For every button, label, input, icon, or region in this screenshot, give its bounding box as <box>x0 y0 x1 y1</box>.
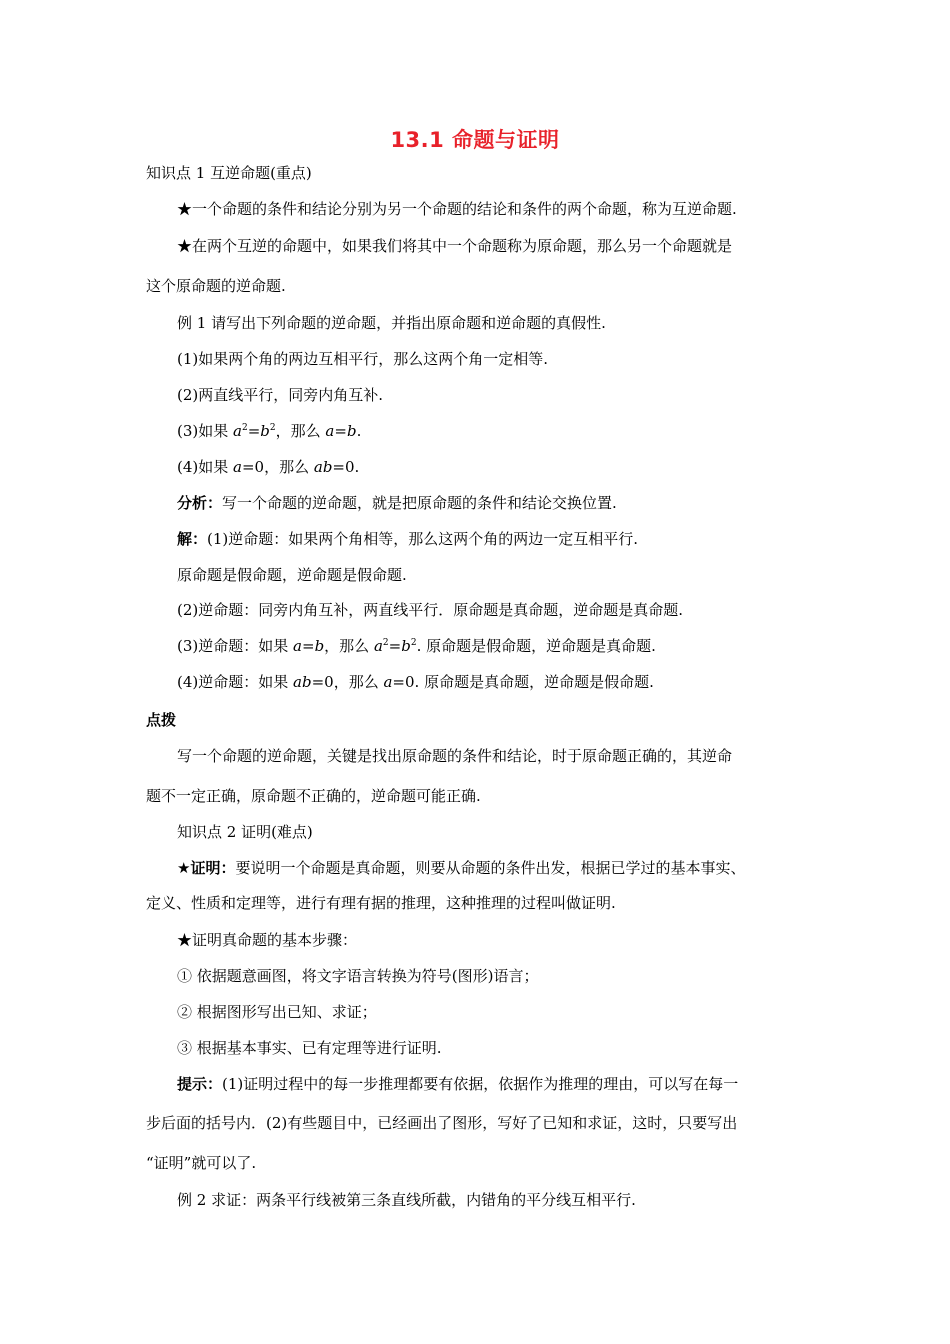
solution-item-2: (2)逆命题：同旁内角互补，两直线平行．原命题是真命题，逆命题是真命题. <box>177 601 684 619</box>
proof-definition-line-2: 定义、性质和定理等，进行有理有据的推理，这种推理的过程叫做证明. <box>146 894 616 912</box>
hint-line-1: 提示：(1)证明过程中的每一步推理都要有依据，依据作为推理的理由，可以写在每一 <box>177 1075 739 1093</box>
example-1-question: 例 1 请写出下列命题的逆命题，并指出原命题和逆命题的真假性. <box>177 314 606 332</box>
analysis: 分析：写一个命题的逆命题，就是把原命题的条件和结论交换位置. <box>177 494 617 512</box>
proof-step-2: ② 根据图形写出已知、求证； <box>177 1003 377 1021</box>
example-1-item-3: (3)如果 $a^2=b^2$，那么 a=b. <box>177 422 362 440</box>
proof-step-3: ③ 根据基本事实、已有定理等进行证明. <box>177 1039 442 1057</box>
page-title: 13.1 命题与证明 <box>390 128 560 152</box>
example-2-question: 例 2 求证：两条平行线被第三条直线所截，内错角的平分线互相平行. <box>177 1191 636 1209</box>
example-1-item-4: (4)如果 a=0，那么 ab=0. <box>177 458 360 476</box>
knowledge-point-1-heading: 知识点 1 互逆命题(重点) <box>146 164 312 182</box>
knowledge-point-2-heading: 知识点 2 证明(难点) <box>177 823 313 841</box>
tip-heading: 点拨 <box>146 711 177 729</box>
definition-original-line-1: ★在两个互逆的命题中，如果我们将其中一个命题称为原命题，那么另一个命题就是 <box>177 237 733 255</box>
proof-steps-heading: ★证明真命题的基本步骤： <box>177 931 358 949</box>
proof-step-1: ① 依据题意画图，将文字语言转换为符号(图形)语言； <box>177 967 539 985</box>
tip-line-2: 题不一定正确，原命题不正确的，逆命题可能正确. <box>146 787 481 805</box>
solution-item-4: (4)逆命题：如果 ab=0，那么 a=0. 原命题是真命题，逆命题是假命题. <box>177 673 654 691</box>
solution-item-1-judgement: 原命题是假命题，逆命题是假命题. <box>177 566 407 584</box>
example-1-item-1: (1)如果两个角的两边互相平行，那么这两个角一定相等. <box>177 350 549 368</box>
hint-line-2: 步后面的括号内．(2)有些题目中，已经画出了图形，写好了已知和求证，这时，只要写出 <box>146 1114 738 1132</box>
hint-line-3: “证明”就可以了. <box>146 1154 257 1172</box>
solution-item-3: (3)逆命题：如果 a=b，那么 $a^2=b^2$. 原命题是假命题，逆命题是真命题. <box>177 637 656 655</box>
tip-line-1: 写一个命题的逆命题，关键是找出原命题的条件和结论，时于原命题正确的，其逆命 <box>177 747 733 765</box>
definition-original-line-2: 这个原命题的逆命题. <box>146 277 286 295</box>
example-1-item-2: (2)两直线平行，同旁内角互补. <box>177 386 384 404</box>
definition-converse: ★一个命题的条件和结论分别为另一个命题的结论和条件的两个命题，称为互逆命题. <box>177 200 737 218</box>
solution-item-1: 解：(1)逆命题：如果两个角相等，那么这两个角的两边一定互相平行. <box>177 530 639 548</box>
proof-definition-line-1: ★证明：要说明一个命题是真命题，则要从命题的条件出发，根据已学过的基本事实、 <box>177 859 746 877</box>
